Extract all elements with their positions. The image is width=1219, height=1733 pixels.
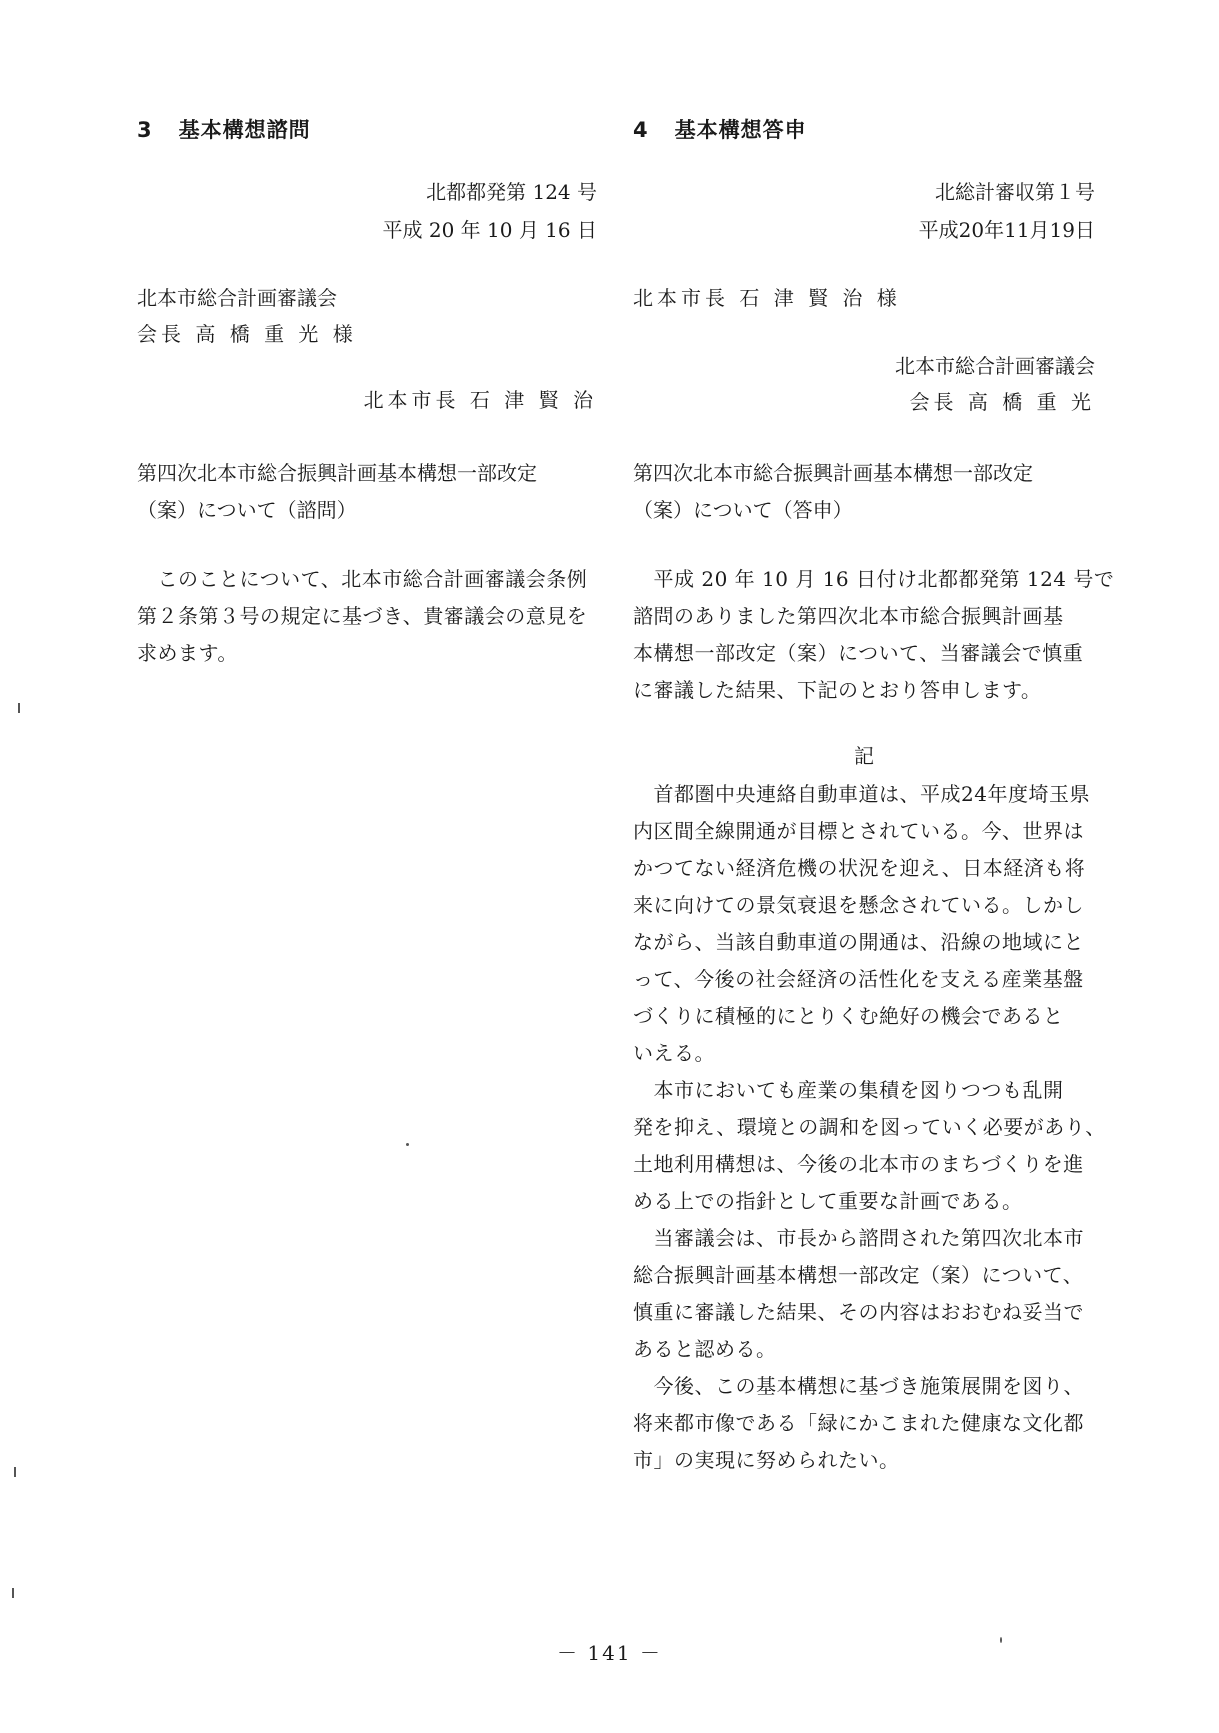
body-line: める上での指針として重要な計画である。: [633, 1189, 1023, 1213]
recipient-organization: 北本市総合計画審議会: [137, 286, 337, 310]
body-line: って、今後の社会経済の活性化を支える産業基盤: [633, 967, 1084, 991]
body-line: 今後、この基本構想に基づき施策展開を図り、: [633, 1374, 1084, 1398]
intro-line: 平成 20 年 10 月 16 日付け北都都発第 124 号で: [633, 567, 1115, 591]
body-line: あると認める。: [633, 1337, 777, 1361]
body-line: 本市においても産業の集積を図りつつも乱開: [633, 1078, 1064, 1102]
document-number: 北都都発第 124 号: [426, 180, 597, 204]
body-line: ながら、当該自動車道の開通は、沿線の地域にと: [633, 930, 1084, 954]
recipient-person: 会長 高 橋 重 光 様: [137, 322, 357, 346]
recipient-name: 北本市長 石 津 賢 治 様: [633, 286, 901, 310]
body-line: このことについて、北本市総合計画審議会条例: [137, 567, 588, 591]
document-date: 平成20年11月19日: [918, 218, 1095, 242]
body-line: 内区間全線開通が目標とされている。今、世界は: [633, 819, 1084, 843]
document-date: 平成 20 年 10 月 16 日: [382, 218, 597, 242]
body-line: 総合振興計画基本構想一部改定（案）について、: [633, 1263, 1084, 1287]
body-line: 首都圏中央連絡自動車道は、平成24年度埼玉県: [633, 782, 1090, 806]
subject-line-2: （案）について（諮問）: [137, 498, 357, 522]
body-line: 市」の実現に努められたい。: [633, 1448, 900, 1472]
sender-person: 会長 高 橋 重 光: [909, 390, 1095, 414]
section-number: 3: [137, 118, 153, 142]
ki-heading: 記: [854, 744, 874, 768]
body-line: 求めます。: [137, 641, 238, 665]
scan-speck: [14, 1467, 16, 1477]
section-number: 4: [633, 118, 649, 142]
body-line: 当審議会は、市長から諮問された第四次北本市: [633, 1226, 1084, 1250]
body-line: かつてない経済危機の状況を迎え、日本経済も将: [633, 856, 1086, 880]
sender-organization: 北本市総合計画審議会: [895, 354, 1095, 378]
section-heading-4: [633, 114, 807, 144]
body-line: づくりに積極的にとりくむ絶好の機会であると: [633, 1004, 1064, 1028]
subject-line-1: 第四次北本市総合振興計画基本構想一部改定: [137, 461, 537, 485]
body-line: いえる。: [633, 1041, 715, 1065]
section-title: 基本構想諮問: [178, 118, 311, 142]
body-line: 来に向けての景気衰退を懸念されている。しかし: [633, 893, 1084, 917]
section-heading-3: [137, 114, 311, 144]
body-line: 将来都市像である「緑にかこまれた健康な文化都: [633, 1411, 1084, 1435]
sender-name: 北本市長 石 津 賢 治: [363, 388, 597, 412]
scan-speck: [406, 1143, 409, 1146]
intro-line: 本構想一部改定（案）について、当審議会で慎重: [633, 641, 1084, 665]
page-number: － 141 －: [557, 1641, 662, 1665]
body-line: 慎重に審議した結果、その内容はおおむね妥当で: [633, 1300, 1084, 1324]
body-line: 土地利用構想は、今後の北本市のまちづくりを進: [633, 1152, 1084, 1176]
intro-line: 諮問のありました第四次北本市総合振興計画基: [633, 604, 1064, 628]
body-line: 発を抑え、環境との調和を図っていく必要があり、: [633, 1115, 1106, 1139]
scan-speck: [12, 1588, 14, 1598]
subject-line-2: （案）について（答申）: [633, 498, 853, 522]
scan-speck: [18, 703, 20, 713]
subject-line-1: 第四次北本市総合振興計画基本構想一部改定: [633, 461, 1033, 485]
intro-line: に審議した結果、下記のとおり答申します。: [633, 678, 1042, 702]
body-line: 第２条第３号の規定に基づき、貴審議会の意見を: [137, 604, 588, 628]
section-title: 基本構想答申: [674, 118, 807, 142]
document-number: 北総計審収第１号: [935, 180, 1095, 204]
